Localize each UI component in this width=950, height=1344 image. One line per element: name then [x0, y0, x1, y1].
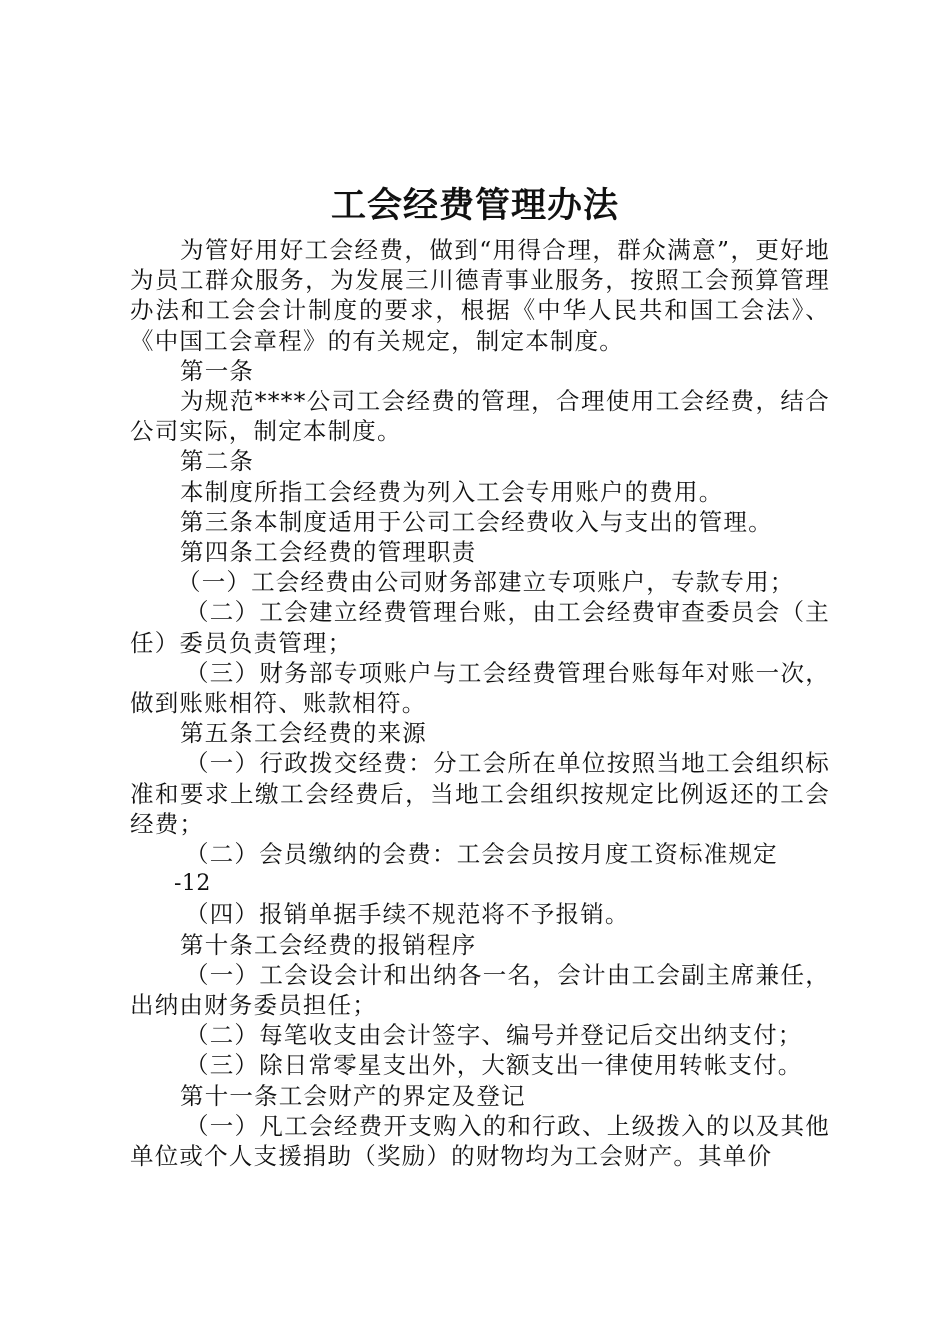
article-11-item-1: （一）凡工会经费开支购入的和行政、上级拨入的以及其他单位或个人支援捐助（奖励）的财物均为工会财产。其单价 [130, 1111, 830, 1171]
paragraph-intro: 为管好用好工会经费，做到“用得合理，群众满意”，更好地为员工群众服务，为发展三川德青事业服务，按照工会预算管理办法和工会会计制度的要求，根据《中华人民共和国工会法》、《中国工会章程》的有关规定，制定本制度。 [130, 236, 830, 355]
article-1-heading: 第一条 [180, 356, 255, 385]
article-3-text: 第三条本制度适用于公司工会经费收入与支出的管理。 [180, 507, 773, 536]
article-10-item-3: （三）除日常零星支出外，大额支出一律使用转帐支付。 [185, 1051, 803, 1080]
article-4-item-2: （二）工会建立经费管理台账，由工会经费审查委员会（主任）委员负责管理； [130, 598, 830, 657]
document-body [130, 235, 830, 1171]
document-title: 工会经费管理办法 [330, 186, 619, 226]
page-number: -12 [174, 871, 211, 897]
article-9-item-4: （四）报销单据手续不规范将不予报销。 [185, 900, 630, 929]
article-1-text: 为规范****公司工会经费的管理，合理使用工会经费，结合公司实际，制定本制度。 [130, 387, 830, 446]
article-10-item-2: （二）每笔收支由会计签字、编号并登记后交出纳支付； [185, 1021, 803, 1050]
article-10-item-1: （一）工会设会计和出纳各一名，会计由工会副主席兼任，出纳由财务委员担任； [130, 960, 830, 1020]
article-4-item-3: （三）财务部专项账户与工会经费管理台账每年对账一次，做到账账相符、账款相符。 [130, 658, 830, 718]
article-10-heading: 第十条工会经费的报销程序 [180, 930, 477, 959]
article-2-text: 本制度所指工会经费为列入工会专用账户的费用。 [180, 477, 724, 506]
article-5-item-1: （一）行政拨交经费：分工会所在单位按照当地工会组织标准和要求上缴工会经费后，当地工会组织按规定比例返还的工会经费； [130, 749, 830, 838]
article-11-heading: 第十一条工会财产的界定及登记 [180, 1081, 526, 1110]
article-5-item-2: （二）会员缴纳的会费：工会会员按月度工资标准规定 [185, 840, 778, 869]
article-4-item-1: （一）工会经费由公司财务部建立专项账户，专款专用； [177, 568, 795, 597]
article-4-heading: 第四条工会经费的管理职责 [180, 538, 477, 567]
article-2-heading: 第二条 [180, 447, 255, 476]
article-5-heading: 第五条工会经费的来源 [180, 719, 427, 748]
